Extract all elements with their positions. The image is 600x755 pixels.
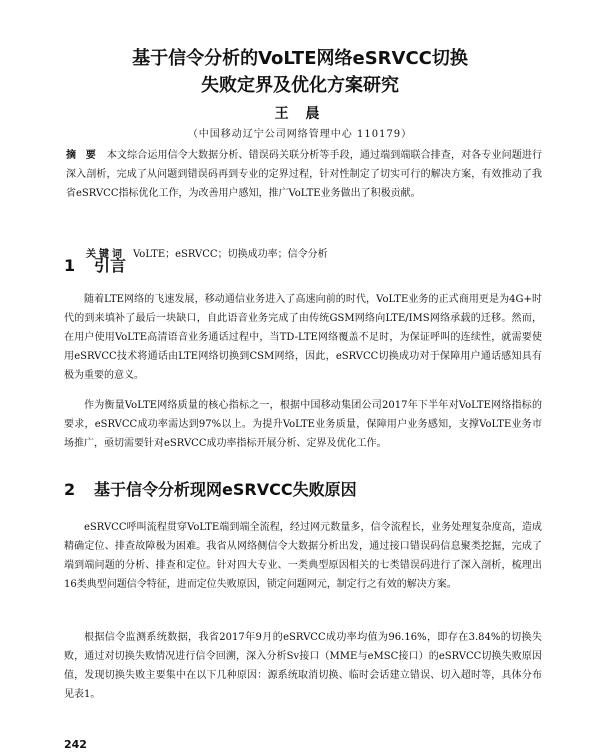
abstract	[66, 146, 542, 203]
section-2-title: 基于信令分析现网eSRVCC失败原因	[94, 480, 357, 499]
section-1-heading	[64, 256, 126, 276]
section-2-number: 2	[64, 480, 76, 499]
keywords-label: 关键词	[86, 249, 125, 260]
author-affiliation: （中国移动辽宁公司网络管理中心 110179）	[187, 129, 413, 140]
section-2-heading	[64, 480, 357, 500]
paper-title-line-1: 基于信令分析的VoLTE网络eSRVCC切换	[132, 48, 468, 69]
section-1-number: 1	[64, 256, 76, 275]
page-number: 242	[64, 738, 87, 751]
section-1-title: 引言	[94, 256, 127, 275]
keywords	[86, 248, 546, 262]
author-name: 王 晨	[274, 106, 326, 122]
section-1-paragraph-1: 随着LTE网络的飞速发展，移动通信业务进入了高速向前的时代，VoLTE业务的正式商用更是为4G+时代的到来填补了最后一块缺口，自此语音业务完成了由传统GSM网络向LTE/IMS网络承载的迁移。然而，在用户使用VoLTE高清语音业务通话过程中，当TD-LTE网络覆盖不足时，为保证呼叫的连续性，就需要使用eSRVCC技术将通话由LTE网络切换到CSM网络，因此，eSRVCC切换成功对于保障用户通话感知具有极为重要的意义。	[64, 294, 542, 381]
section-2-paragraph-1: eSRVCC呼叫流程贯穿VoLTE端到端全流程，经过网元数量多，信令流程长，业务处理复杂度高，造成精确定位、排查故障极为困难。我省从网络侧信令大数据分析出发，通过接口错误码信息聚类挖掘，完成了端到端问题的分析、排查和定位。针对四大专业、一类典型原因相关的七类错误码进行了深入剖析，梳理出16类典型问题信令特征，进而定位失败原因，锁定问题网元，制定行之有效的解决方案。	[64, 522, 542, 590]
abstract-label: 摘 要	[66, 150, 99, 161]
section-2-paragraph-2: 根据信令监测系统数据，我省2017年9月的eSRVCC成功率均值为96.16%，即存在3.84%的切换失败，通过对切换失败情况进行信令回溯，深入分析Sv接口（MME与eMSC接口）的eSRVCC切换失败原因值，发现切换失败主要集中在以下几种原因：源系统取消切换、临时会话建立错误、切入超时等，具体分布见表1。	[64, 632, 542, 700]
paper-title-line-2: 失败定界及优化方案研究	[201, 75, 399, 96]
abstract-text: 本文综合运用信令大数据分析、错误码关联分析等手段，通过端到端联合排查，对各专业问题进行深入剖析，完成了从问题到错误码再到专业的定界过程，针对性制定了切实可行的解决方案，有效推动了我省eSRVCC指标优化工作，为改善用户感知，推广VoLTE业务做出了积极贡献。	[66, 150, 543, 199]
section-1-paragraph-2: 作为衡量VoLTE网络质量的核心指标之一，根据中国移动集团公司2017年下半年对VoLTE网络指标的要求，eSRVCC成功率需达到97%以上。为提升VoLTE业务质量，保障用户业务感知，支撑VoLTE业务市场推广，亟切需要针对eSRVCC成功率指标开展分析、定界及优化工作。	[64, 400, 542, 449]
keywords-text: VoLTE；eSRVCC；切换成功率；信令分析	[133, 249, 328, 260]
